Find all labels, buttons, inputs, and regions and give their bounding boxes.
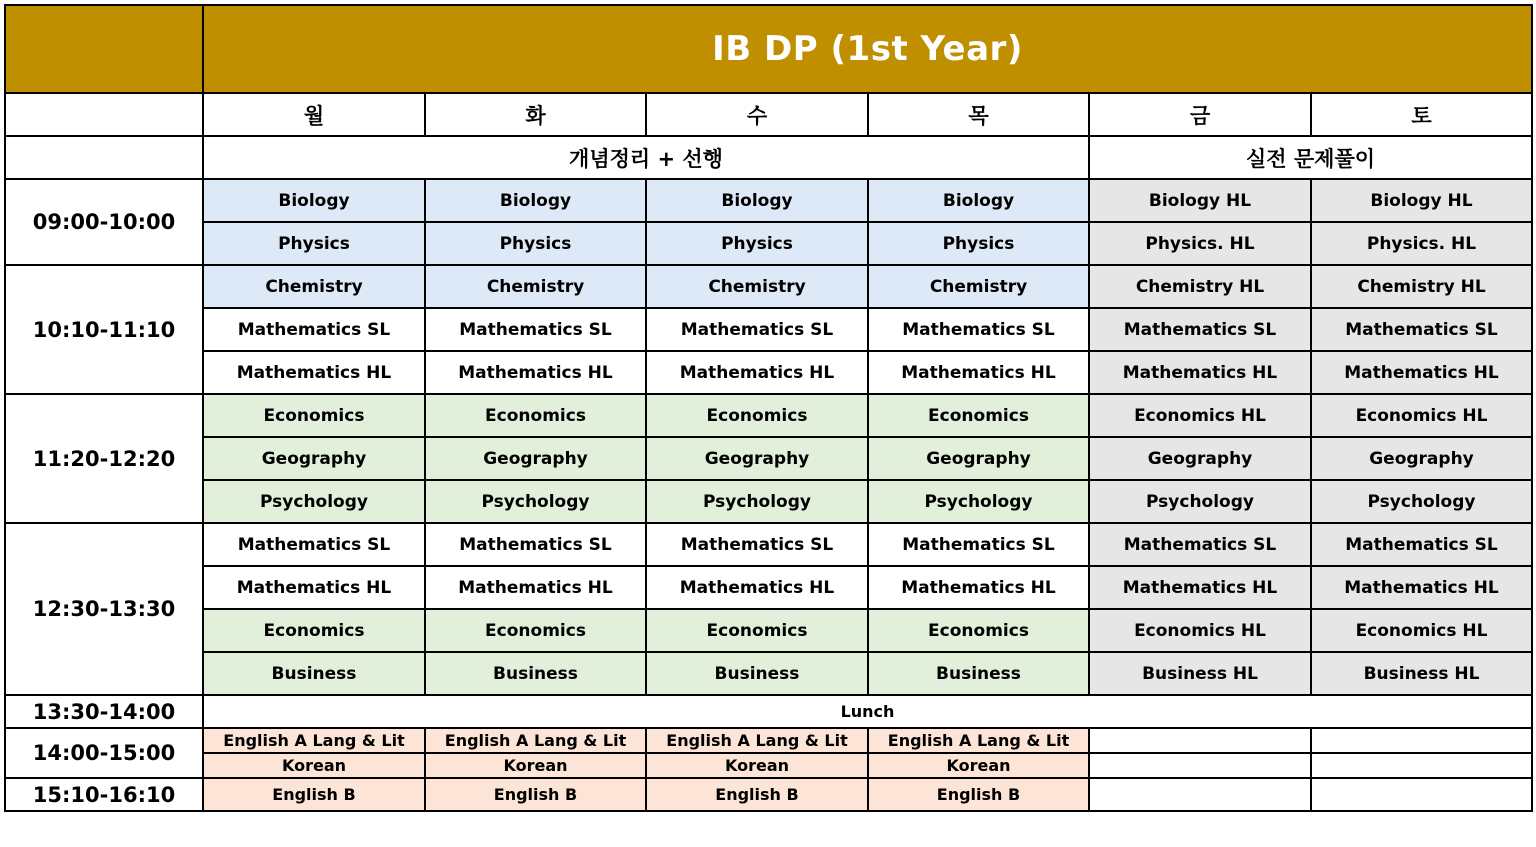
class-cell-thu: English B [868,778,1089,811]
class-cell-sat: Mathematics HL [1311,351,1532,394]
class-cell-fri: Geography [1089,437,1311,480]
class-cell-thu: Business [868,652,1089,695]
class-cell-wed: Mathematics SL [646,523,868,566]
class-row [5,753,1532,778]
section-header-row [5,136,1532,179]
lunch-label: Lunch [203,695,1532,728]
class-cell-mon: Geography [203,437,425,480]
class-cell-sat: Economics HL [1311,609,1532,652]
class-cell-thu: Korean [868,753,1089,778]
time-slot-label: 11:20-12:20 [5,394,203,523]
class-cell-sat: Physics. HL [1311,222,1532,265]
lunch-time-label: 13:30-14:00 [5,695,203,728]
time-slot-label: 14:00-15:00 [5,728,203,778]
time-slot-label: 09:00-10:00 [5,179,203,265]
class-cell-fri: Business HL [1089,652,1311,695]
class-cell-thu: Mathematics HL [868,566,1089,609]
class-cell-fri [1089,778,1311,811]
class-cell-tue: English B [425,778,646,811]
timetable-title: IB DP (1st Year) [203,5,1532,93]
class-cell-tue: Mathematics SL [425,523,646,566]
class-cell-fri: Mathematics HL [1089,351,1311,394]
class-cell-sat [1311,728,1532,753]
class-cell-tue: Economics [425,609,646,652]
timetable-sheet [4,4,1533,812]
lunch-row [5,695,1532,728]
class-row [5,179,1532,222]
class-cell-thu: Mathematics SL [868,308,1089,351]
class-cell-mon: Korean [203,753,425,778]
day-header-tue: 화 [425,93,646,136]
class-cell-tue: Mathematics HL [425,351,646,394]
class-cell-sat: Business HL [1311,652,1532,695]
class-cell-sat: Mathematics SL [1311,308,1532,351]
time-slot-label: 12:30-13:30 [5,523,203,695]
class-cell-thu: Physics [868,222,1089,265]
class-row [5,265,1532,308]
class-cell-wed: Mathematics HL [646,566,868,609]
class-cell-thu: Economics [868,394,1089,437]
class-row [5,222,1532,265]
class-cell-mon: Physics [203,222,425,265]
title-row [5,5,1532,93]
class-row [5,778,1532,811]
class-cell-sat: Biology HL [1311,179,1532,222]
class-cell-thu: Economics [868,609,1089,652]
class-cell-thu: Biology [868,179,1089,222]
class-cell-wed: Geography [646,437,868,480]
class-cell-tue: Economics [425,394,646,437]
class-row [5,728,1532,753]
class-cell-thu: English A Lang & Lit [868,728,1089,753]
class-cell-mon: Economics [203,394,425,437]
timetable [4,4,1533,812]
day-header-corner [5,93,203,136]
class-cell-mon: Mathematics SL [203,523,425,566]
title-corner-cell [5,5,203,93]
time-slot-label: 15:10-16:10 [5,778,203,811]
class-cell-mon: Mathematics SL [203,308,425,351]
class-cell-tue: Psychology [425,480,646,523]
time-slot-label: 10:10-11:10 [5,265,203,394]
class-cell-mon: Mathematics HL [203,351,425,394]
class-cell-tue: Geography [425,437,646,480]
class-row [5,480,1532,523]
class-cell-wed: Psychology [646,480,868,523]
class-cell-wed: Mathematics SL [646,308,868,351]
class-cell-fri [1089,753,1311,778]
class-cell-sat: Economics HL [1311,394,1532,437]
class-cell-fri: Chemistry HL [1089,265,1311,308]
class-cell-wed: Economics [646,394,868,437]
class-cell-mon: English B [203,778,425,811]
class-cell-mon: Economics [203,609,425,652]
class-cell-mon: English A Lang & Lit [203,728,425,753]
class-cell-thu: Geography [868,437,1089,480]
class-cell-sat: Psychology [1311,480,1532,523]
class-cell-sat [1311,753,1532,778]
class-cell-thu: Psychology [868,480,1089,523]
class-row [5,566,1532,609]
class-row [5,652,1532,695]
section-weekend-label: 실전 문제풀이 [1089,136,1532,179]
class-cell-mon: Psychology [203,480,425,523]
class-cell-tue: Mathematics SL [425,308,646,351]
class-cell-mon: Chemistry [203,265,425,308]
class-row [5,437,1532,480]
class-cell-fri: Biology HL [1089,179,1311,222]
class-cell-tue: English A Lang & Lit [425,728,646,753]
class-cell-fri: Economics HL [1089,609,1311,652]
class-row [5,394,1532,437]
class-row [5,609,1532,652]
class-cell-thu: Chemistry [868,265,1089,308]
class-cell-wed: Korean [646,753,868,778]
day-header-sat: 토 [1311,93,1532,136]
class-cell-tue: Business [425,652,646,695]
day-header-mon: 월 [203,93,425,136]
class-cell-tue: Korean [425,753,646,778]
class-row [5,523,1532,566]
class-cell-wed: English B [646,778,868,811]
day-header-thu: 목 [868,93,1089,136]
day-header-row [5,93,1532,136]
class-cell-mon: Business [203,652,425,695]
class-cell-thu: Mathematics SL [868,523,1089,566]
class-cell-wed: English A Lang & Lit [646,728,868,753]
class-cell-fri: Mathematics HL [1089,566,1311,609]
class-cell-sat: Mathematics HL [1311,566,1532,609]
class-cell-wed: Physics [646,222,868,265]
class-cell-thu: Mathematics HL [868,351,1089,394]
day-header-fri: 금 [1089,93,1311,136]
class-cell-mon: Mathematics HL [203,566,425,609]
class-row [5,351,1532,394]
class-cell-tue: Mathematics HL [425,566,646,609]
class-row [5,308,1532,351]
section-header-corner [5,136,203,179]
class-cell-wed: Business [646,652,868,695]
section-weekday-label: 개념정리 + 선행 [203,136,1089,179]
class-cell-tue: Chemistry [425,265,646,308]
day-header-wed: 수 [646,93,868,136]
class-cell-fri: Economics HL [1089,394,1311,437]
class-cell-wed: Economics [646,609,868,652]
class-cell-fri: Mathematics SL [1089,308,1311,351]
class-cell-mon: Biology [203,179,425,222]
class-cell-sat: Chemistry HL [1311,265,1532,308]
class-cell-tue: Physics [425,222,646,265]
class-cell-fri: Psychology [1089,480,1311,523]
class-cell-wed: Mathematics HL [646,351,868,394]
class-cell-fri: Mathematics SL [1089,523,1311,566]
class-cell-sat: Mathematics SL [1311,523,1532,566]
class-cell-fri: Physics. HL [1089,222,1311,265]
class-cell-tue: Biology [425,179,646,222]
class-cell-sat: Geography [1311,437,1532,480]
class-cell-wed: Biology [646,179,868,222]
class-cell-sat [1311,778,1532,811]
class-cell-fri [1089,728,1311,753]
class-cell-wed: Chemistry [646,265,868,308]
